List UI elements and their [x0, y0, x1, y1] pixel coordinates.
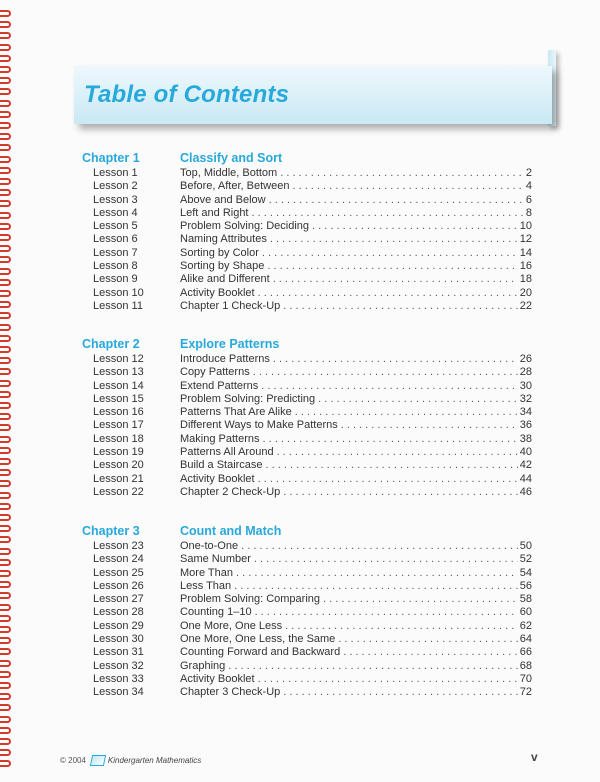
dot-leader: [269, 194, 524, 207]
toc-row: [82, 366, 532, 379]
toc-row: [82, 660, 532, 673]
spiral-coil: [0, 66, 11, 73]
lesson-title: Same Number: [180, 553, 251, 566]
lesson-title: Patterns That Are Alike: [180, 406, 292, 419]
toc-entry: [180, 406, 532, 419]
toc-entry: [180, 366, 532, 379]
toc-row: [82, 433, 532, 446]
spiral-coil: [0, 615, 11, 622]
lesson-title: Build a Staircase: [180, 459, 263, 472]
spiral-coil: [0, 189, 11, 196]
chapter-section: [82, 151, 532, 313]
page-reference: 4: [525, 180, 532, 193]
toc-entry: [180, 380, 532, 393]
spiral-coil: [0, 648, 11, 655]
toc-entry: [180, 207, 532, 220]
copyright-text: © 2004: [60, 756, 86, 765]
lesson-number: Lesson 24: [93, 553, 144, 566]
lesson-title: Chapter 2 Check-Up: [180, 485, 281, 498]
toc-row: [82, 580, 532, 593]
toc-entry: [180, 646, 532, 659]
lesson-title: Chapter 1 Check-Up: [180, 299, 281, 312]
lesson-title: Counting Forward and Backward: [180, 646, 341, 659]
lesson-number: Lesson 2: [93, 180, 138, 193]
page-reference: 52: [519, 553, 532, 566]
toc-row: [82, 606, 532, 619]
spiral-coil: [0, 122, 11, 129]
spiral-coil: [0, 548, 11, 555]
chapter-title: Count and Match: [180, 524, 282, 538]
toc-entry: [180, 353, 532, 366]
dot-leader: [254, 553, 518, 566]
page-reference: 62: [519, 619, 532, 632]
lesson-list: [82, 353, 532, 499]
dot-leader: [285, 620, 518, 633]
page-reference: 36: [519, 419, 532, 432]
lesson-title: Counting 1–10: [180, 606, 252, 619]
dot-leader: [295, 406, 518, 419]
spiral-coil: [0, 402, 11, 409]
lesson-title: Alike and Different: [180, 273, 270, 286]
toc-row: [82, 406, 532, 419]
page-reference: 32: [519, 392, 532, 405]
spiral-coil: [0, 234, 11, 241]
lesson-title: Sorting by Color: [180, 246, 259, 259]
dot-leader: [341, 419, 518, 432]
toc-entry: [180, 419, 532, 432]
dot-leader: [338, 633, 517, 646]
toc-row: [82, 220, 532, 233]
spiral-coil: [0, 301, 11, 308]
page-reference: 20: [519, 286, 532, 299]
spiral-coil: [0, 749, 11, 756]
page-reference: 10: [519, 220, 532, 233]
spiral-coil: [0, 581, 11, 588]
toc-row: [82, 593, 532, 606]
page-reference: 14: [519, 246, 532, 259]
toc-entry: [180, 446, 532, 459]
spiral-coil: [0, 671, 11, 678]
toc-entry: [180, 459, 532, 472]
toc-entry: [180, 273, 532, 286]
toc-row: [82, 287, 532, 300]
toc-row: [82, 686, 532, 699]
dot-leader: [258, 473, 518, 486]
dot-leader: [280, 167, 524, 180]
chapter-label: Chapter 2: [82, 337, 140, 351]
lesson-number: Lesson 18: [93, 432, 144, 445]
lesson-number: Lesson 4: [93, 206, 138, 219]
lesson-number: Lesson 1: [93, 167, 138, 179]
dot-leader: [253, 366, 518, 379]
page-reference: 6: [525, 193, 532, 206]
spiral-coil: [0, 424, 11, 431]
lesson-title: Making Patterns: [180, 432, 260, 445]
series-name: Kindergarten Mathematics: [107, 756, 202, 765]
lesson-title: Different Ways to Make Patterns: [180, 419, 338, 432]
lesson-number: Lesson 32: [93, 659, 144, 672]
toc-entry: [180, 673, 532, 686]
toc-row: [82, 260, 532, 273]
dot-leader: [273, 353, 518, 366]
toc-row: [82, 380, 532, 393]
spiral-coil: [0, 100, 11, 107]
page-reference: 58: [519, 593, 532, 606]
spiral-coil: [0, 391, 11, 398]
toc-row: [82, 247, 532, 260]
spiral-binding: [0, 10, 14, 770]
spiral-coil: [0, 436, 11, 443]
toc-entry: [180, 233, 532, 246]
lesson-title: More Than: [180, 566, 233, 579]
page-reference: 68: [519, 659, 532, 672]
lesson-number: Lesson 25: [93, 566, 144, 579]
lesson-title: Left and Right: [180, 206, 249, 219]
spiral-coil: [0, 458, 11, 465]
toc-row: [82, 553, 532, 566]
spiral-coil: [0, 626, 11, 633]
spiral-coil: [0, 245, 11, 252]
toc-entry: [180, 553, 532, 566]
lesson-number: Lesson 3: [93, 193, 138, 206]
spiral-coil: [0, 10, 11, 17]
dot-leader: [283, 300, 517, 313]
page-reference: 16: [519, 260, 532, 273]
page-reference: 44: [519, 472, 532, 485]
toc-row: [82, 273, 532, 286]
lesson-title: One-to-One: [180, 540, 239, 552]
toc-row: [82, 459, 532, 472]
spiral-coil: [0, 268, 11, 275]
toc-row: [82, 419, 532, 432]
spiral-coil: [0, 480, 11, 487]
spiral-coil: [0, 279, 11, 286]
toc-row: [82, 194, 532, 207]
spiral-coil: [0, 144, 11, 151]
dot-leader: [292, 180, 523, 193]
toc-entry: [180, 620, 532, 633]
lesson-number: Lesson 11: [93, 299, 143, 312]
toc-row: [82, 300, 532, 313]
lesson-number: Lesson 16: [93, 406, 144, 419]
spiral-coil: [0, 525, 11, 532]
lesson-title: Naming Attributes: [180, 233, 267, 246]
toc-row: [82, 167, 532, 180]
lesson-number: Lesson 10: [93, 286, 144, 299]
lesson-number: Lesson 7: [93, 246, 138, 259]
toc-entry: [180, 393, 532, 406]
spiral-coil: [0, 592, 11, 599]
toc-row: [82, 540, 532, 553]
dot-leader: [283, 686, 517, 699]
spiral-coil: [0, 44, 11, 51]
lesson-title: Copy Patterns: [180, 366, 250, 379]
lesson-title: Activity Booklet: [180, 672, 255, 685]
spiral-coil: [0, 469, 11, 476]
toc-row: [82, 473, 532, 486]
dot-leader: [241, 540, 518, 553]
lesson-number: Lesson 21: [93, 472, 144, 485]
dot-leader: [343, 646, 518, 659]
spiral-coil: [0, 55, 11, 62]
page-reference: 54: [519, 566, 532, 579]
spiral-coil: [0, 335, 11, 342]
toc-row: [82, 180, 532, 193]
dot-leader: [270, 233, 518, 246]
chapter-label: Chapter 1: [82, 151, 140, 165]
dot-leader: [228, 660, 517, 673]
page-reference: 26: [519, 353, 532, 365]
spiral-coil: [0, 256, 11, 263]
spiral-coil: [0, 167, 11, 174]
spiral-coil: [0, 312, 11, 319]
toc-row: [82, 353, 532, 366]
lesson-title: Extend Patterns: [180, 379, 259, 392]
spiral-coil: [0, 324, 11, 331]
spiral-coil: [0, 77, 11, 84]
toc-entry: [180, 486, 532, 499]
lesson-number: Lesson 34: [93, 686, 144, 699]
dot-leader: [318, 393, 518, 406]
lesson-title: Activity Booklet: [180, 286, 255, 299]
page-number: v: [531, 750, 538, 764]
dot-leader: [261, 380, 517, 393]
toc-entry: [180, 540, 532, 553]
toc-entry: [180, 247, 532, 260]
spiral-coil: [0, 559, 11, 566]
lesson-title: Patterns All Around: [180, 446, 274, 459]
page-reference: 56: [519, 579, 532, 592]
spiral-coil: [0, 447, 11, 454]
page-reference: 34: [519, 406, 532, 419]
toc-entry: [180, 194, 532, 207]
dot-leader: [323, 593, 518, 606]
toc-entry: [180, 473, 532, 486]
lesson-list: [82, 540, 532, 700]
spiral-coil: [0, 212, 11, 219]
spiral-coil: [0, 536, 11, 543]
spiral-coil: [0, 200, 11, 207]
dot-leader: [258, 287, 518, 300]
toc-entry: [180, 686, 532, 699]
page-reference: 2: [525, 167, 532, 179]
toc-entry: [180, 167, 532, 180]
spiral-coil: [0, 413, 11, 420]
toc-entry: [180, 220, 532, 233]
page-reference: 12: [519, 233, 532, 246]
dot-leader: [312, 220, 518, 233]
chapter-section: [82, 337, 532, 499]
toc-row: [82, 633, 532, 646]
toc-entry: [180, 260, 532, 273]
spiral-coil: [0, 604, 11, 611]
dot-leader: [277, 446, 518, 459]
chapter-header: [82, 524, 532, 540]
page-reference: 64: [519, 633, 532, 646]
lesson-title: Problem Solving: Comparing: [180, 593, 321, 606]
lesson-title: One More, One Less: [180, 619, 283, 632]
lesson-number: Lesson 14: [93, 379, 144, 392]
lesson-number: Lesson 17: [93, 419, 144, 432]
lesson-number: Lesson 15: [93, 392, 144, 405]
lesson-number: Lesson 27: [93, 593, 144, 606]
spiral-coil: [0, 660, 11, 667]
lesson-number: Lesson 30: [93, 633, 144, 646]
spiral-coil: [0, 570, 11, 577]
toc-row: [82, 567, 532, 580]
spiral-coil: [0, 693, 11, 700]
book-logo-icon: [90, 755, 106, 766]
dot-leader: [262, 247, 518, 260]
lesson-title: Above and Below: [180, 193, 266, 206]
toc-row: [82, 207, 532, 220]
lesson-number: Lesson 31: [93, 646, 144, 659]
lesson-number: Lesson 9: [93, 273, 138, 286]
lesson-title: Activity Booklet: [180, 472, 255, 485]
toc-entry: [180, 567, 532, 580]
dot-leader: [283, 486, 517, 499]
chapter-title: Classify and Sort: [180, 151, 283, 165]
page-reference: 42: [519, 459, 532, 472]
spiral-coil: [0, 223, 11, 230]
spiral-coil: [0, 514, 11, 521]
dot-leader: [255, 606, 518, 619]
lesson-number: Lesson 5: [93, 220, 138, 233]
spiral-coil: [0, 357, 11, 364]
lesson-title: One More, One Less, the Same: [180, 633, 336, 646]
spiral-coil: [0, 290, 11, 297]
page-reference: 30: [519, 379, 532, 392]
toc-entry: [180, 287, 532, 300]
chapter-label: Chapter 3: [82, 524, 140, 538]
dot-leader: [258, 673, 518, 686]
page-reference: 28: [519, 366, 532, 379]
page-reference: 8: [525, 206, 532, 219]
lesson-list: [82, 167, 532, 313]
dot-leader: [273, 273, 518, 286]
lesson-number: Lesson 8: [93, 260, 138, 273]
toc-entry: [180, 593, 532, 606]
spiral-coil: [0, 133, 11, 140]
spiral-coil: [0, 21, 11, 28]
lesson-title: Chapter 3 Check-Up: [180, 686, 281, 699]
lesson-title: Problem Solving: Predicting: [180, 392, 316, 405]
page-reference: 40: [519, 446, 532, 459]
spiral-coil: [0, 88, 11, 95]
toc-row: [82, 446, 532, 459]
dot-leader: [252, 207, 524, 220]
toc-row: [82, 646, 532, 659]
lesson-number: Lesson 33: [93, 672, 144, 685]
lesson-title: Introduce Patterns: [180, 353, 270, 365]
spiral-coil: [0, 111, 11, 118]
spiral-coil: [0, 492, 11, 499]
lesson-number: Lesson 6: [93, 233, 138, 246]
dot-leader: [236, 567, 518, 580]
spiral-coil: [0, 704, 11, 711]
spiral-coil: [0, 503, 11, 510]
toc-entry: [180, 633, 532, 646]
spiral-coil: [0, 346, 11, 353]
spiral-coil: [0, 380, 11, 387]
page-reference: 50: [519, 540, 532, 552]
toc-row: [82, 233, 532, 246]
toc-entry: [180, 180, 532, 193]
lesson-number: Lesson 29: [93, 619, 144, 632]
spiral-coil: [0, 716, 11, 723]
lesson-title: Less Than: [180, 579, 232, 592]
page-reference: 66: [519, 646, 532, 659]
page-reference: 38: [519, 432, 532, 445]
page-reference: 60: [519, 606, 532, 619]
lesson-number: Lesson 19: [93, 446, 144, 459]
spiral-coil: [0, 760, 11, 767]
dot-leader: [266, 459, 518, 472]
toc-entry: [180, 660, 532, 673]
dot-leader: [234, 580, 518, 593]
page-reference: 70: [519, 672, 532, 685]
toc-entry: [180, 606, 532, 619]
dot-leader: [262, 433, 517, 446]
toc-row: [82, 673, 532, 686]
spiral-coil: [0, 178, 11, 185]
toc-entry: [180, 580, 532, 593]
page-title: Table of Contents: [84, 81, 290, 108]
lesson-number: Lesson 20: [93, 459, 144, 472]
spiral-coil: [0, 368, 11, 375]
lesson-number: Lesson 12: [93, 353, 144, 365]
page-reference: 18: [519, 273, 532, 286]
page-footer: [60, 755, 201, 766]
toc-entry: [180, 300, 532, 313]
lesson-number: Lesson 22: [93, 485, 144, 498]
spiral-coil: [0, 727, 11, 734]
lesson-title: Top, Middle, Bottom: [180, 167, 278, 179]
spiral-coil: [0, 738, 11, 745]
lesson-title: Graphing: [180, 659, 226, 672]
lesson-number: Lesson 13: [93, 366, 144, 379]
lesson-number: Lesson 26: [93, 579, 144, 592]
lesson-number: Lesson 23: [93, 540, 144, 552]
lesson-title: Problem Solving: Deciding: [180, 220, 310, 233]
lesson-title: Sorting by Shape: [180, 260, 265, 273]
toc-entry: [180, 433, 532, 446]
chapter-title: Explore Patterns: [180, 337, 280, 351]
spiral-coil: [0, 156, 11, 163]
page-reference: 22: [519, 299, 532, 312]
spiral-coil: [0, 32, 11, 39]
toc-row: [82, 620, 532, 633]
lesson-number: Lesson 28: [93, 606, 144, 619]
page-reference: 46: [519, 485, 532, 498]
spiral-coil: [0, 682, 11, 689]
dot-leader: [267, 260, 517, 273]
toc-row: [82, 393, 532, 406]
chapter-header: [82, 337, 532, 353]
page-reference: 72: [519, 686, 532, 699]
toc-row: [82, 486, 532, 499]
chapter-section: [82, 524, 532, 700]
chapter-header: [82, 151, 532, 167]
spiral-coil: [0, 637, 11, 644]
lesson-title: Before, After, Between: [180, 180, 290, 193]
